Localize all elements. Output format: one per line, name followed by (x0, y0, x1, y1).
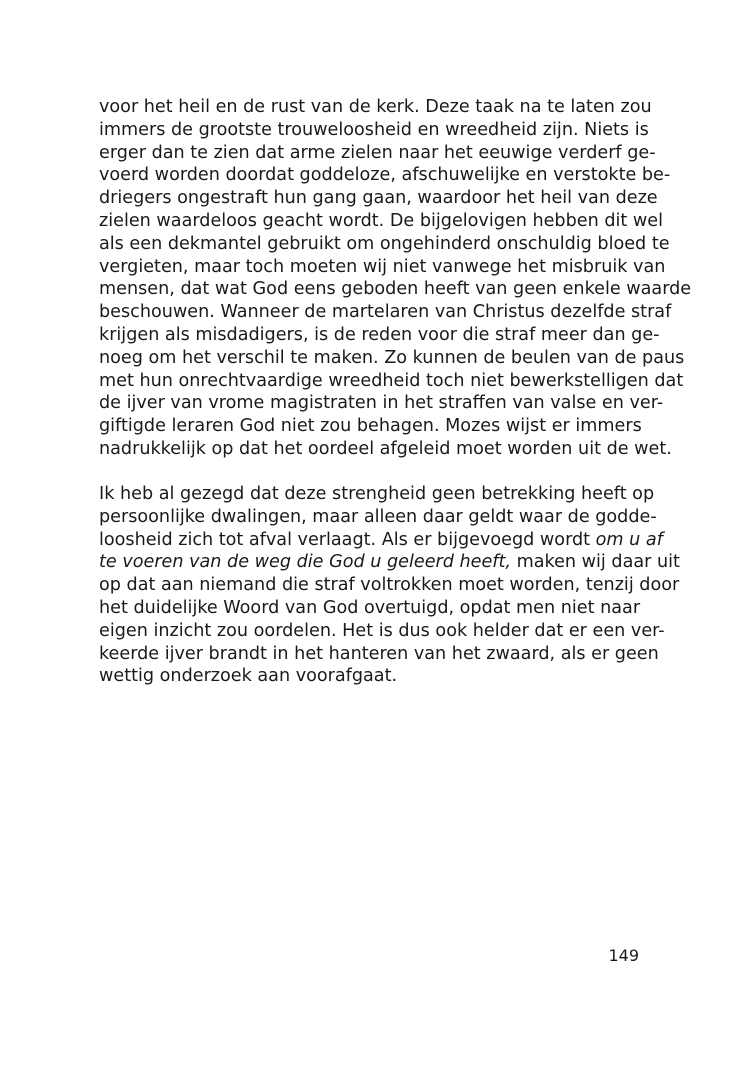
text-line: giftigde leraren God niet zou behagen. Mozes wijst er immers (99, 416, 642, 437)
text-line: noeg om het verschil te maken. Zo kunnen de beulen van de paus (99, 347, 685, 368)
text-line: Ik heb al gezegd dat deze strengheid geen betrekking heeft op (99, 484, 655, 504)
page-number: 149 (608, 946, 639, 965)
text-line: immers de grootste trouweloosheid en wreedheid zijn. Niets is (99, 119, 649, 140)
text-line: persoonlijke dwalingen, maar alleen daar geldt waar de godde- (99, 506, 657, 527)
text-line: het duidelijke Woord van God overtuigd, opdat men niet naar (99, 597, 641, 618)
text-line: voor het heil en de rust van de kerk. Deze taak na te laten zou (99, 97, 652, 117)
italic-quote: te voeren van de weg die God u geleerd heeft, (99, 552, 511, 573)
text-line: driegers ongestraft hun gang gaan, waardoor het heil van deze (99, 188, 658, 209)
text-line: erger dan te zien dat arme zielen naar het eeuwige verderf ge- (99, 142, 656, 163)
text-line-mixed (99, 551, 680, 574)
text-line: zielen waardeloos geacht wordt. De bijgelovigen hebben dit wel (99, 210, 663, 231)
text-line: eigen inzicht zou oordelen. Het is dus ook helder dat er een ver- (99, 620, 665, 641)
text-line: mensen, dat wat God eens geboden heeft van geen enkele waarde (99, 279, 692, 300)
text-line: op dat aan niemand die straf voltrokken moet worden, tenzij door (99, 575, 680, 596)
text-line: keerde ijver brandt in het hanteren van het zwaard, als er geen (99, 643, 659, 664)
text-line: krijgen als misdadigers, is de reden voor die straf meer dan ge- (99, 324, 660, 345)
text-line: nadrukkelijk op dat het oordeel afgeleid moet worden uit de wet. (99, 438, 672, 459)
paragraph-2 (99, 483, 680, 688)
text-segment: loosheid zich tot afval verlaagt. Als er bijgevoegd wordt (99, 529, 596, 550)
text-line: met hun onrechtvaardige wreedheid toch niet bewerkstelligen dat (99, 370, 684, 391)
paragraph-1 (99, 96, 692, 461)
text-line: de ijver van vrome magistraten in het straffen van valse en ver- (99, 393, 664, 414)
italic-quote: om u af (595, 529, 663, 550)
text-line: beschouwen. Wanneer de martelaren van Christus dezelfde straf (99, 302, 672, 323)
text-line: wettig onderzoek aan voorafgaat. (99, 666, 398, 687)
text-line: vergieten, maar toch moeten wij niet vanwege het misbruik van (99, 256, 666, 277)
text-segment: maken wij daar uit (511, 552, 680, 573)
text-line: als een dekmantel gebruikt om ongehinderd onschuldig bloed te (99, 233, 670, 254)
text-line-mixed (99, 529, 663, 552)
text-line: voerd worden doordat goddeloze, afschuwelijke en verstokte be- (99, 165, 671, 186)
